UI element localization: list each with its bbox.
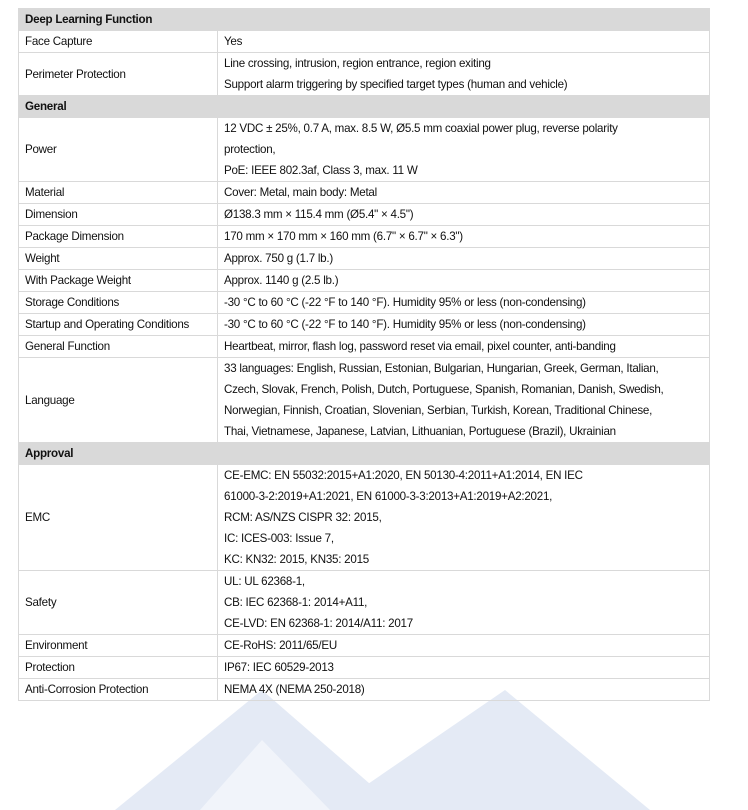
spec-value xyxy=(218,358,710,443)
spec-value xyxy=(218,226,710,248)
spec-row xyxy=(19,571,710,635)
spec-value-line: KC: KN32: 2015, KN35: 2015 xyxy=(224,553,369,566)
section-title: Deep Learning Function xyxy=(19,9,710,31)
spec-value-line: UL: UL 62368-1, xyxy=(224,575,305,588)
spec-row xyxy=(19,465,710,571)
spec-label: Face Capture xyxy=(19,31,218,53)
spec-label: Protection xyxy=(19,657,218,679)
spec-value-line: RCM: AS/NZS CISPR 32: 2015, xyxy=(224,511,382,524)
spec-value-line: CB: IEC 62368-1: 2014+A11, xyxy=(224,596,368,609)
spec-value-line: PoE: IEEE 802.3af, Class 3, max. 11 W xyxy=(224,164,418,177)
spec-value-line: NEMA 4X (NEMA 250-2018) xyxy=(224,683,365,696)
section-title: Approval xyxy=(19,443,710,465)
spec-value-line: CE-EMC: EN 55032:2015+A1:2020, EN 50130-4:2011+A1:2014, EN IEC xyxy=(224,469,583,482)
spec-value xyxy=(218,118,710,182)
spec-value xyxy=(218,248,710,270)
spec-label: Environment xyxy=(19,635,218,657)
spec-value-line: -30 °C to 60 °C (-22 °F to 140 °F). Humidity 95% or less (non-condensing) xyxy=(224,318,586,331)
watermark-triangle-right xyxy=(330,690,650,810)
spec-value-line: 12 VDC ± 25%, 0.7 A, max. 8.5 W, Ø5.5 mm coaxial power plug, reverse polarity xyxy=(224,122,618,135)
spec-value-line: 170 mm × 170 mm × 160 mm (6.7" × 6.7" × 6.3") xyxy=(224,230,463,243)
spec-value xyxy=(218,657,710,679)
spec-label: Dimension xyxy=(19,204,218,226)
spec-value-line: CE-LVD: EN 62368-1: 2014/A11: 2017 xyxy=(224,617,413,630)
spec-value-line: Norwegian, Finnish, Croatian, Slovenian, Serbian, Turkish, Korean, Traditional Chinese, xyxy=(224,404,653,417)
spec-label: Anti-Corrosion Protection xyxy=(19,679,218,701)
spec-value xyxy=(218,679,710,701)
section-header xyxy=(19,96,710,118)
spec-value-line: Cover: Metal, main body: Metal xyxy=(224,186,377,199)
spec-table xyxy=(18,8,710,701)
spec-row xyxy=(19,314,710,336)
spec-value xyxy=(218,635,710,657)
spec-value-line: Czech, Slovak, French, Polish, Dutch, Portuguese, Spanish, Romanian, Danish, Swedish, xyxy=(224,383,664,396)
spec-value-line: Approx. 1140 g (2.5 lb.) xyxy=(224,274,339,287)
spec-label: General Function xyxy=(19,336,218,358)
spec-row xyxy=(19,53,710,96)
spec-value-line: CE-RoHS: 2011/65/EU xyxy=(224,639,337,652)
spec-row xyxy=(19,336,710,358)
spec-value-line: IC: ICES-003: Issue 7, xyxy=(224,532,334,545)
spec-value-line: Line crossing, intrusion, region entrance, region exiting xyxy=(224,57,491,70)
section-title: General xyxy=(19,96,710,118)
spec-row xyxy=(19,182,710,204)
spec-row xyxy=(19,118,710,182)
spec-row xyxy=(19,358,710,443)
spec-value xyxy=(218,31,710,53)
spec-value-line: 33 languages: English, Russian, Estonian, Bulgarian, Hungarian, Greek, German, Italian, xyxy=(224,362,659,375)
spec-label: Package Dimension xyxy=(19,226,218,248)
spec-label: Storage Conditions xyxy=(19,292,218,314)
spec-value-line: Approx. 750 g (1.7 lb.) xyxy=(224,252,333,265)
spec-value xyxy=(218,465,710,571)
spec-row xyxy=(19,31,710,53)
spec-label: Language xyxy=(19,358,218,443)
spec-label: Weight xyxy=(19,248,218,270)
spec-value xyxy=(218,314,710,336)
spec-row xyxy=(19,226,710,248)
spec-value-line: Thai, Vietnamese, Japanese, Latvian, Lithuanian, Portuguese (Brazil), Ukrainian xyxy=(224,425,616,438)
spec-value xyxy=(218,292,710,314)
spec-value xyxy=(218,53,710,96)
spec-value-line: -30 °C to 60 °C (-22 °F to 140 °F). Humidity 95% or less (non-condensing) xyxy=(224,296,586,309)
spec-value-line: IP67: IEC 60529-2013 xyxy=(224,661,334,674)
spec-value-line: Support alarm triggering by specified target types (human and vehicle) xyxy=(224,78,568,91)
spec-value-line: Yes xyxy=(224,35,243,48)
spec-row xyxy=(19,270,710,292)
spec-row xyxy=(19,657,710,679)
spec-row xyxy=(19,679,710,701)
spec-label: Power xyxy=(19,118,218,182)
spec-label: EMC xyxy=(19,465,218,571)
spec-label: With Package Weight xyxy=(19,270,218,292)
spec-value-line: Ø138.3 mm × 115.4 mm (Ø5.4" × 4.5") xyxy=(224,208,414,221)
spec-value xyxy=(218,270,710,292)
spec-label: Material xyxy=(19,182,218,204)
spec-row xyxy=(19,635,710,657)
spec-value xyxy=(218,571,710,635)
spec-value-line: 61000-3-2:2019+A1:2021, EN 61000-3-3:2013+A1:2019+A2:2021, xyxy=(224,490,553,503)
spec-value xyxy=(218,182,710,204)
spec-row xyxy=(19,248,710,270)
section-header xyxy=(19,9,710,31)
spec-row xyxy=(19,204,710,226)
spec-row xyxy=(19,292,710,314)
spec-value xyxy=(218,336,710,358)
spec-value xyxy=(218,204,710,226)
spec-label: Safety xyxy=(19,571,218,635)
spec-value-line: Heartbeat, mirror, flash log, password reset via email, pixel counter, anti-banding xyxy=(224,340,616,353)
spec-label: Perimeter Protection xyxy=(19,53,218,96)
spec-label: Startup and Operating Conditions xyxy=(19,314,218,336)
spec-value-line: protection, xyxy=(224,143,276,156)
section-header xyxy=(19,443,710,465)
